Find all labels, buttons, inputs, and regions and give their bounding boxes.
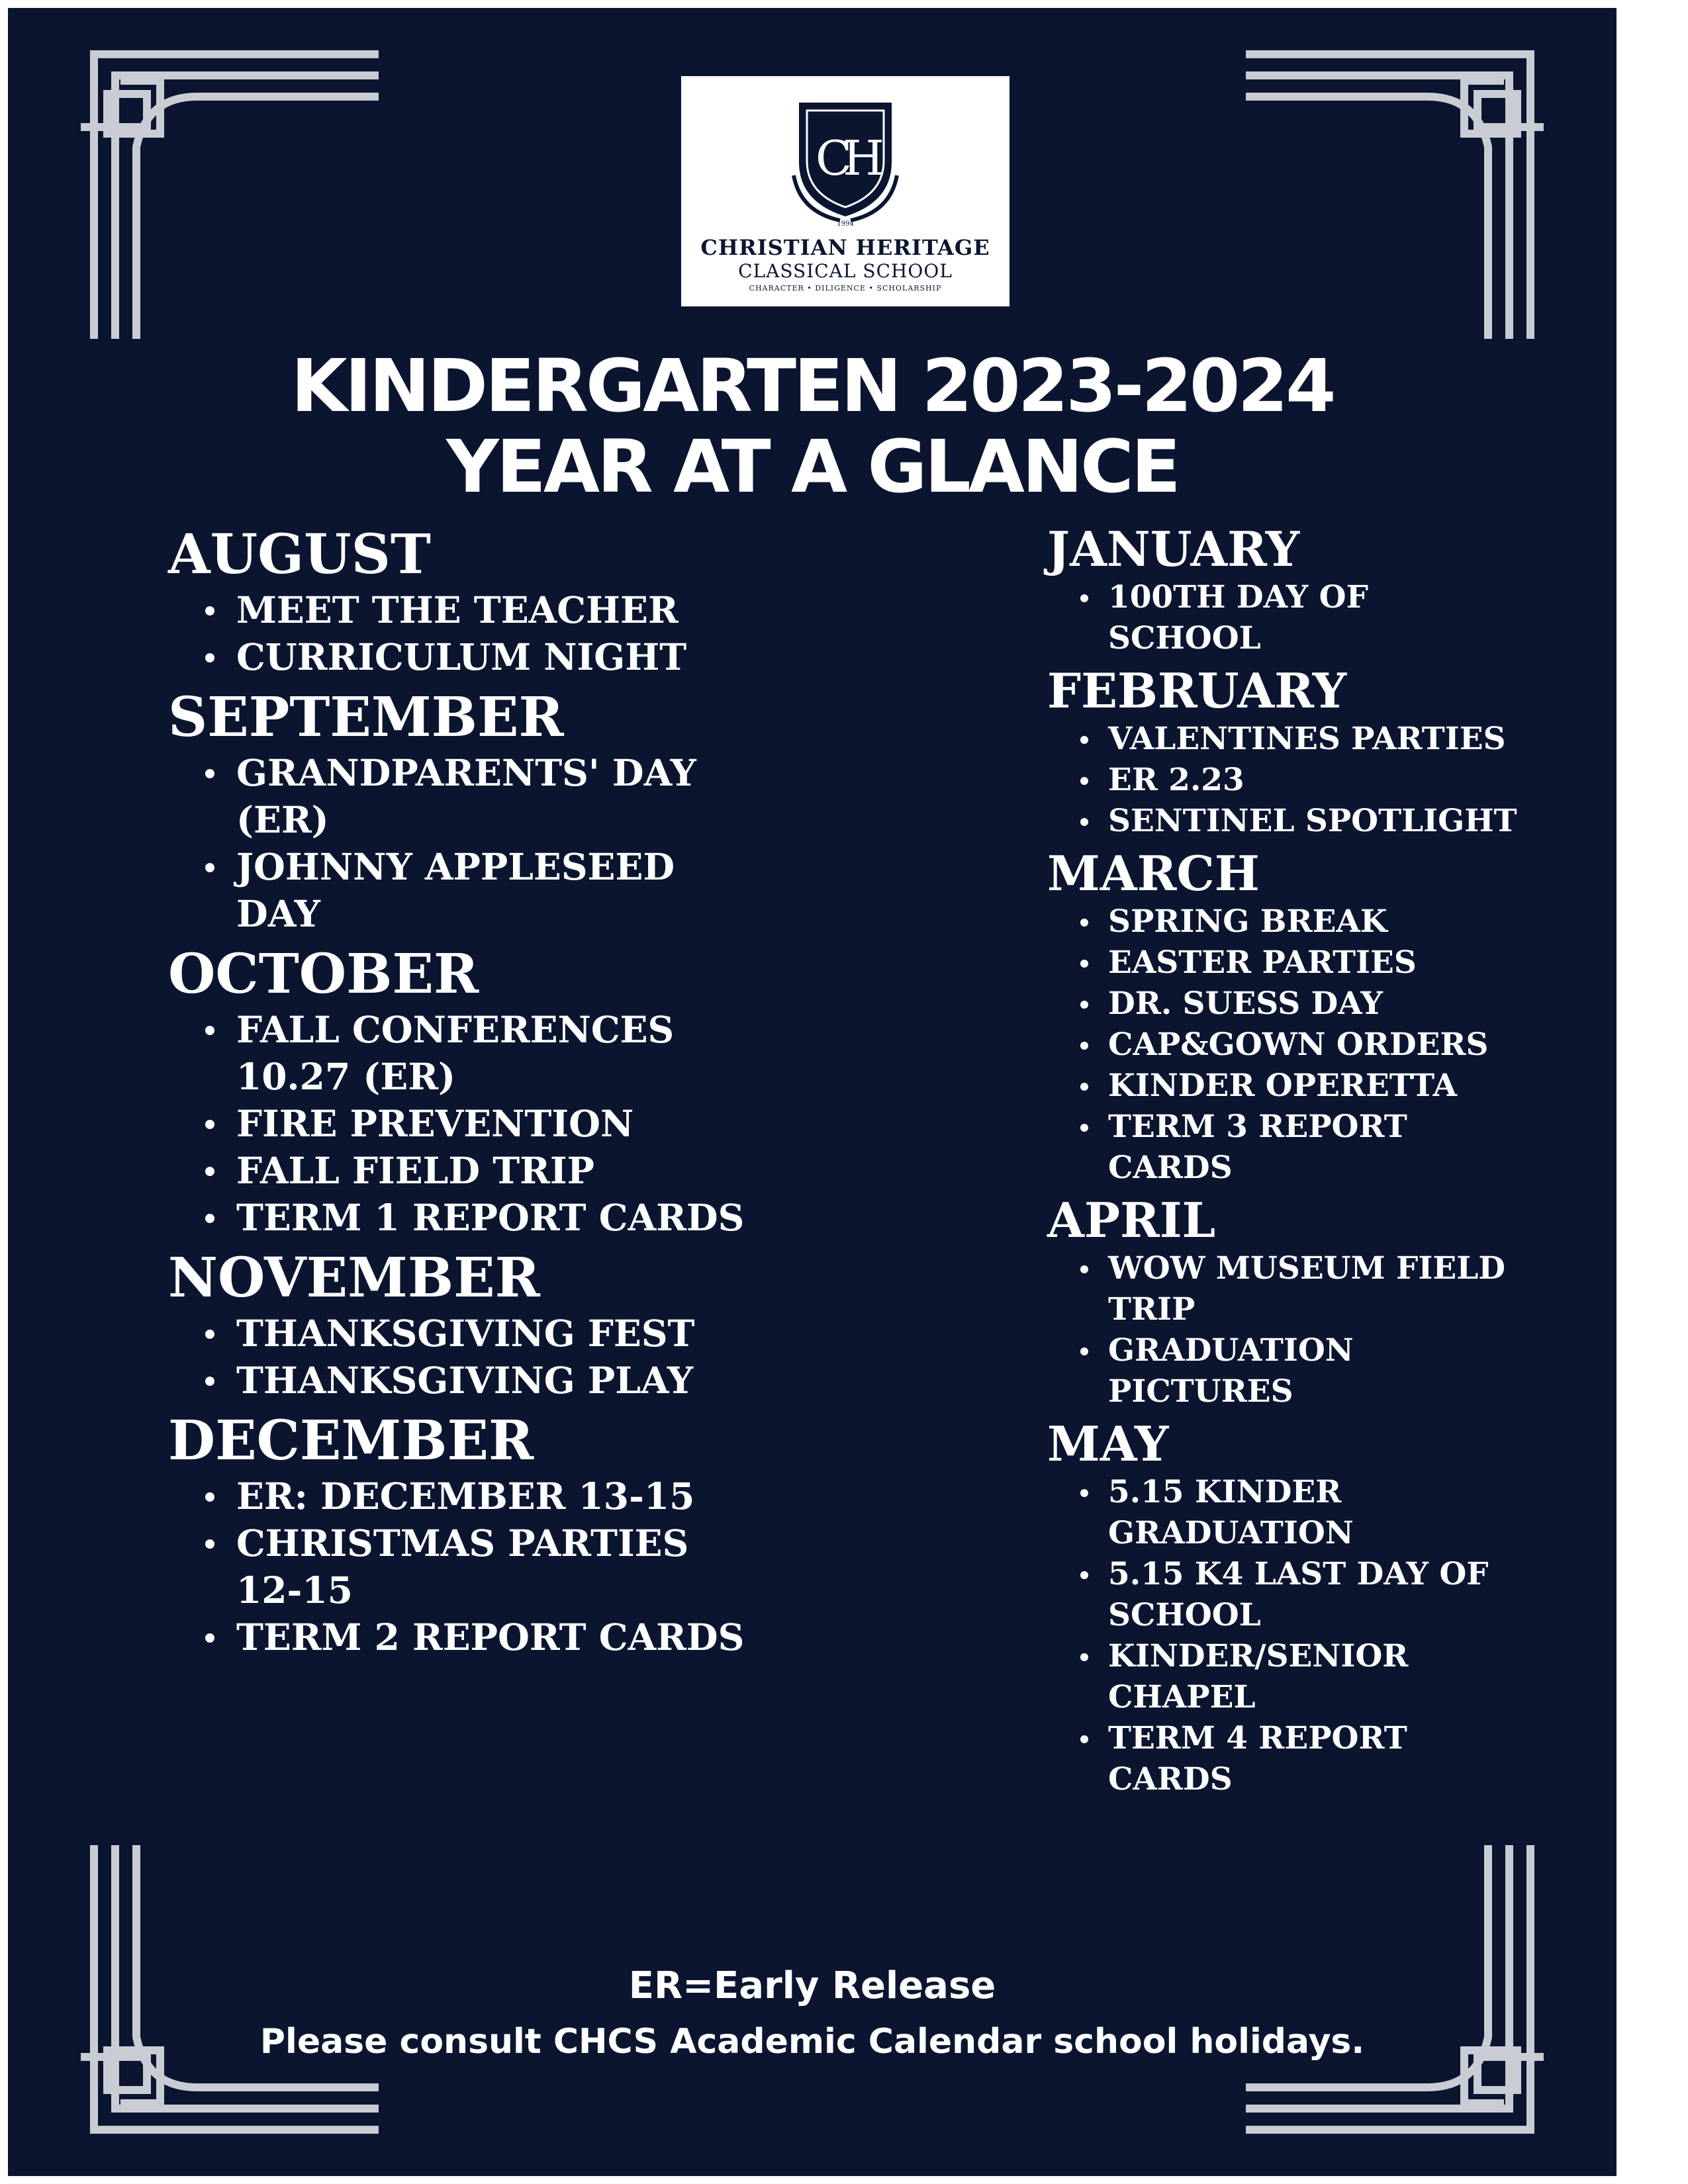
logo-school-subname: CLASSICAL SCHOOL — [738, 260, 953, 282]
event-list — [1047, 719, 1524, 842]
month-heading: AUGUST — [168, 523, 431, 586]
left-month-column — [168, 518, 764, 1661]
month-heading: JANUARY — [1047, 521, 1300, 577]
event-list — [168, 586, 764, 680]
event-item: THANKSGIVING PLAY — [168, 1357, 764, 1404]
month-heading: APRIL — [1047, 1192, 1216, 1248]
event-list — [168, 749, 764, 937]
footer-note: Please consult CHCS Academic Calendar school holidays. — [259, 2022, 1365, 2062]
event-item: MEET THE TEACHER — [168, 586, 764, 633]
event-item: CURRICULUM NIGHT — [168, 633, 764, 680]
event-list — [1047, 901, 1524, 1189]
event-item: CHRISTMAS PARTIES 12-15 — [168, 1520, 764, 1614]
event-item: TERM 1 REPORT CARDS — [168, 1194, 764, 1241]
school-logo — [681, 76, 1009, 306]
right-month-column — [1047, 518, 1524, 1800]
event-list — [1047, 577, 1524, 659]
event-item: FALL FIELD TRIP — [168, 1147, 764, 1194]
event-list — [1047, 1248, 1524, 1412]
event-item: KINDER OPERETTA — [1047, 1066, 1524, 1107]
month-heading: NOVEMBER — [168, 1246, 540, 1310]
logo-motto: CHARACTER • DILIGENCE • SCHOLARSHIP — [749, 284, 942, 293]
event-item: CAP&GOWN ORDERS — [1047, 1024, 1524, 1066]
event-list — [1047, 1472, 1524, 1800]
event-item: EASTER PARTIES — [1047, 942, 1524, 983]
event-item: TERM 4 REPORT CARDS — [1047, 1718, 1524, 1800]
event-item: TERM 2 REPORT CARDS — [168, 1614, 764, 1661]
flyer-page — [8, 8, 1617, 2176]
month-heading: MARCH — [1047, 845, 1260, 901]
logo-school-name: CHRISTIAN HERITAGE — [700, 235, 990, 260]
event-item: FALL CONFERENCES 10.27 (ER) — [168, 1006, 764, 1100]
event-item: ER: DECEMBER 13-15 — [168, 1473, 764, 1520]
title-line-1: KINDERGARTEN 2023-2024 — [291, 343, 1334, 428]
event-item: THANKSGIVING FEST — [168, 1310, 764, 1357]
month-heading: FEBRUARY — [1047, 662, 1347, 719]
event-item: ER 2.23 — [1047, 760, 1524, 801]
event-item: 5.15 K4 LAST DAY OF SCHOOL — [1047, 1554, 1524, 1636]
event-item: TERM 3 REPORT CARDS — [1047, 1107, 1524, 1189]
event-item: WOW MUSEUM FIELD TRIP — [1047, 1248, 1524, 1330]
event-item: GRANDPARENTS' DAY (ER) — [168, 749, 764, 843]
event-item: KINDER/SENIOR CHAPEL — [1047, 1636, 1524, 1718]
event-list — [168, 1006, 764, 1241]
page-margin — [1617, 0, 1688, 2184]
event-item: GRADUATION PICTURES — [1047, 1330, 1524, 1412]
event-item: SENTINEL SPOTLIGHT — [1047, 801, 1524, 842]
corner-ornament-top-right — [1219, 8, 1617, 352]
event-item: SPRING BREAK — [1047, 901, 1524, 942]
logo-monogram: CH — [816, 130, 875, 186]
month-heading: MAY — [1047, 1416, 1169, 1472]
event-item: FIRE PREVENTION — [168, 1100, 764, 1147]
event-list — [168, 1310, 764, 1404]
event-item: 100TH DAY OF SCHOOL — [1047, 577, 1524, 659]
page-title — [8, 345, 1617, 507]
title-line-2: YEAR AT A GLANCE — [446, 424, 1178, 509]
event-item: DR. SUESS DAY — [1047, 983, 1524, 1024]
event-item: VALENTINES PARTIES — [1047, 719, 1524, 760]
corner-ornament-top-left — [8, 8, 405, 352]
event-item: JOHNNY APPLESEED DAY — [168, 843, 764, 937]
month-heading: OCTOBER — [168, 942, 479, 1006]
footer-legend: ER=Early Release — [628, 1964, 996, 2007]
event-list — [168, 1473, 764, 1661]
event-item: 5.15 KINDER GRADUATION — [1047, 1472, 1524, 1554]
logo-year: 1994 — [837, 220, 854, 228]
month-heading: SEPTEMBER — [168, 686, 564, 749]
month-heading: DECEMBER — [168, 1409, 534, 1473]
